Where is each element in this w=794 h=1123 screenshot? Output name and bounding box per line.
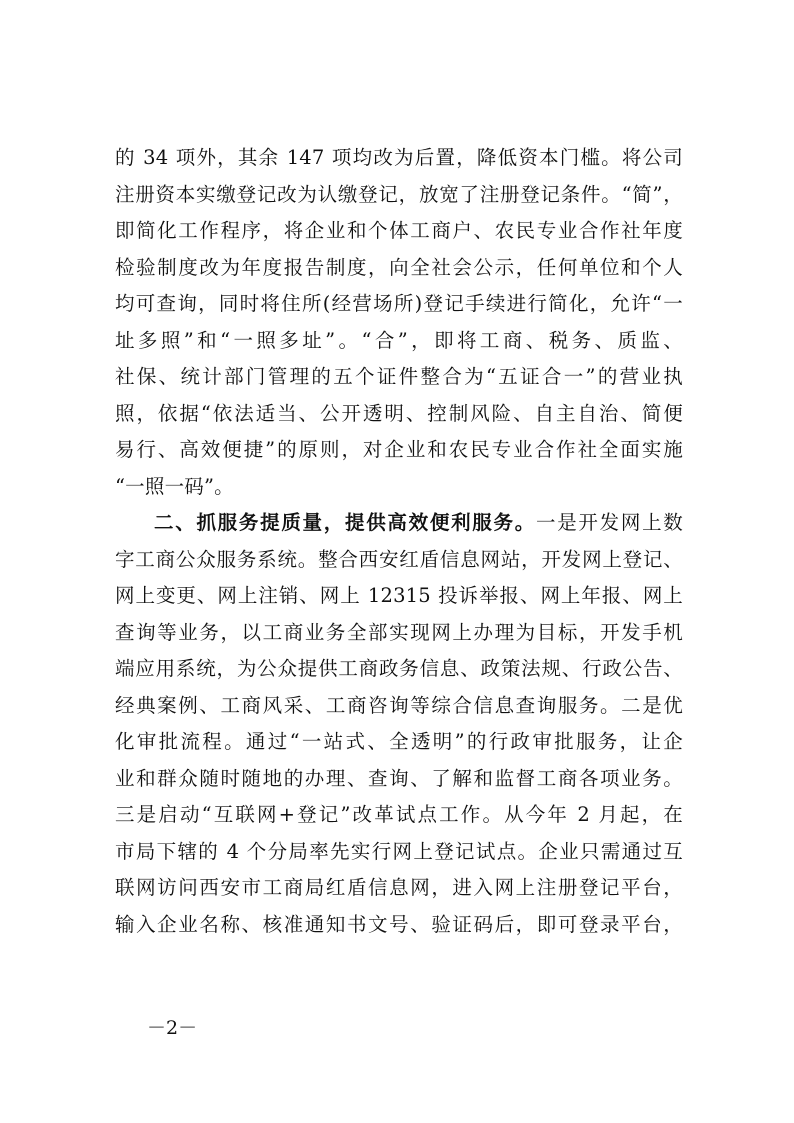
text-line: 联网访问西安市工商局红盾信息网，进入网上注册登记平台， [115,876,683,899]
text-line: 市局下辖的 4 个分局率先实行网上登记试点。企业只需通过互 [115,839,683,863]
text-line: 照，依据“依法适当、公开透明、控制风险、自主自治、简便 [115,401,683,425]
text-line: 化审批流程。通过“一站式、全透明”的行政审批服务，让企 [115,730,683,753]
text-line: 社保、统计部门管理的五个证件整合为“五证合一”的营业执 [115,365,683,388]
text-line: 网上变更、网上注销、网上 12315 投诉举报、网上年报、网上 [115,584,683,607]
text-line: 端应用系统，为公众提供工商政务信息、政策法规、行政公告、 [115,657,683,680]
text-span: 一是开发网上数 [535,511,683,534]
text-line: 字工商公众服务系统。整合西安红盾信息网站，开发网上登记、 [115,547,683,571]
text-line: 注册资本实缴登记改为认缴登记，放宽了注册登记条件。“简”， [115,182,683,206]
text-line: 查询等业务，以工商业务全部实现网上办理为目标，开发手机 [115,620,683,644]
text-line: 均可查询，同时将住所(经营场所)登记手续进行简化，允许“一 [115,292,683,315]
text-line: 三是启动“互联网+登记”改革试点工作。从今年 2 月起，在 [115,803,683,826]
text-line: “一照一码”。 [115,474,234,498]
section-heading: 二、抓服务提质量，提供高效便利服务。 [154,511,536,534]
page-number: －2－ [147,1017,198,1039]
text-line: 的 34 项外，其余 147 项均改为后置，降低资本门槛。将公司 [115,146,683,169]
text-line: 检验制度改为年度报告制度，向全社会公示，任何单位和个人 [115,255,683,279]
text-line: 经典案例、工商风采、工商咨询等综合信息查询服务。二是优 [115,693,683,717]
text-line: 址多照”和“一照多址”。“合”，即将工商、税务、质监、 [115,328,683,352]
section-heading-line [115,505,683,542]
text-line: 易行、高效便捷”的原则，对企业和农民专业合作社全面实施 [115,438,683,461]
text-line: 即简化工作程序，将企业和个体工商户、农民专业合作社年度 [115,219,683,242]
text-line: 业和群众随时随地的办理、查询、了解和监督工商各项业务。 [115,766,683,790]
text-line: 输入企业名称、核准通知书文号、验证码后，即可登录平台， [115,912,683,936]
body-text [115,140,683,943]
